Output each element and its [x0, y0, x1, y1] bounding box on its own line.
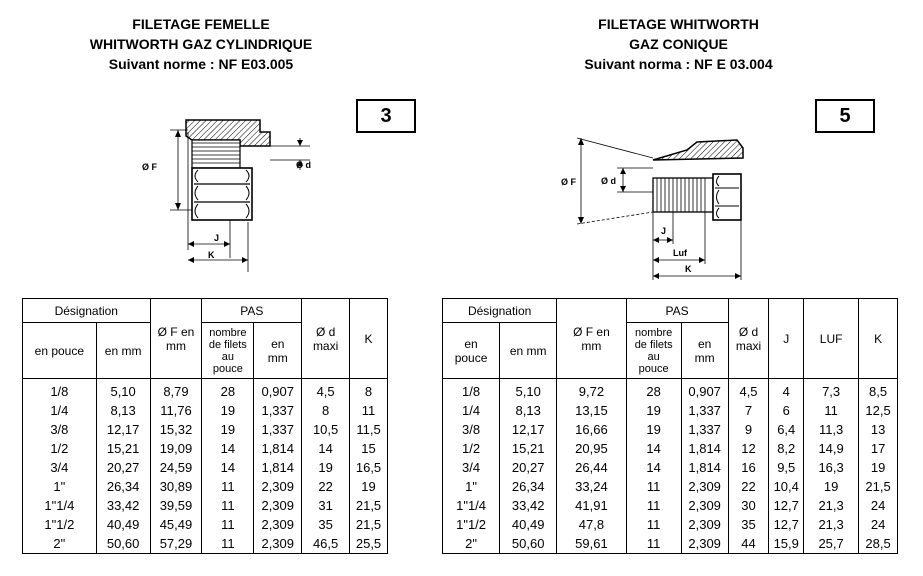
table-cell: 2,309 [681, 477, 728, 496]
table-cell: 3/8 [23, 420, 97, 439]
table-cell: 1/4 [23, 401, 97, 420]
table-cell: 40,49 [500, 515, 557, 534]
table-cell: 15,21 [96, 439, 150, 458]
table-cell: 11 [202, 477, 254, 496]
header-phi-d-maxi [728, 299, 769, 379]
table-cell: 1,814 [681, 458, 728, 477]
right-title [448, 14, 909, 74]
table-cell: 1,337 [254, 401, 302, 420]
header-nombre-line-2: de filets [634, 338, 673, 351]
table-cell: 14 [626, 458, 681, 477]
table-cell: 19 [804, 477, 859, 496]
table-cell: 7,3 [804, 379, 859, 402]
table-cell: 1"1/4 [23, 496, 97, 515]
table-cell: 2,309 [681, 515, 728, 534]
header-phi-d-line-2: maxi [312, 338, 339, 353]
table-row [23, 534, 388, 554]
table-cell: 25,7 [804, 534, 859, 554]
table-cell: 26,34 [500, 477, 557, 496]
header-phi-d-line-2: maxi [735, 338, 762, 353]
table-cell: 50,60 [96, 534, 150, 554]
table-cell: 47,8 [557, 515, 626, 534]
table-cell: 11,76 [150, 401, 202, 420]
table-cell: 8 [302, 401, 350, 420]
right-fitting-drawing [557, 128, 772, 283]
table-cell: 21,5 [350, 496, 388, 515]
table-cell: 2" [443, 534, 500, 554]
table-cell: 12,17 [96, 420, 150, 439]
table-cell: 44 [728, 534, 769, 554]
right-spec-table [442, 298, 898, 554]
table-row [23, 458, 388, 477]
table-cell: 4 [769, 379, 804, 402]
table-row [443, 477, 898, 496]
table-cell: 16,5 [350, 458, 388, 477]
table-cell: 24,59 [150, 458, 202, 477]
right-label-luf: Luf [673, 248, 687, 258]
table-row [23, 439, 388, 458]
table-row [23, 401, 388, 420]
header-pas-en-mm [254, 323, 302, 379]
table-cell: 21,3 [804, 496, 859, 515]
table-cell: 8,13 [96, 401, 150, 420]
table-cell: 21,5 [859, 477, 898, 496]
table-cell: 11,5 [350, 420, 388, 439]
left-label-phi-f: Ø F [142, 162, 157, 172]
header-phi-f-mm [557, 299, 626, 379]
header-pas-mm-line-2: mm [267, 350, 288, 365]
left-title-line-1: FILETAGE FEMELLE [132, 16, 270, 32]
table-cell: 31 [302, 496, 350, 515]
header-pas-mm-line-1: en [271, 336, 285, 351]
header-k: K [350, 299, 388, 379]
table-cell: 15,21 [500, 439, 557, 458]
left-label-j: J [214, 233, 220, 243]
table-cell: 14,9 [804, 439, 859, 458]
table-cell: 30 [728, 496, 769, 515]
table-row [443, 420, 898, 439]
header-pas: PAS [202, 299, 302, 323]
table-cell: 1,814 [254, 439, 302, 458]
table-cell: 20,27 [500, 458, 557, 477]
header-designation: Désignation [443, 299, 557, 323]
table-cell: 28 [202, 379, 254, 402]
right-label-j: J [661, 226, 667, 236]
table-cell: 15,9 [769, 534, 804, 554]
table-cell: 8,5 [859, 379, 898, 402]
table-cell: 15,32 [150, 420, 202, 439]
header-en-pouce: en pouce [23, 323, 97, 379]
table-cell: 46,5 [302, 534, 350, 554]
table-cell: 13,15 [557, 401, 626, 420]
table-cell: 1,814 [254, 458, 302, 477]
right-title-line-1: FILETAGE WHITWORTH [598, 16, 759, 32]
table-cell: 3/8 [443, 420, 500, 439]
table-cell: 15 [350, 439, 388, 458]
header-nombre-line-4: pouce [212, 362, 243, 375]
right-title-line-2: GAZ CONIQUE [629, 36, 728, 52]
table-cell: 35 [302, 515, 350, 534]
table-cell: 59,61 [557, 534, 626, 554]
table-cell: 12,17 [500, 420, 557, 439]
table-cell: 11 [626, 534, 681, 554]
table-cell: 11 [202, 515, 254, 534]
table-cell: 14 [202, 458, 254, 477]
table-cell: 2,309 [254, 477, 302, 496]
table-cell: 2,309 [681, 496, 728, 515]
left-fitting-drawing [120, 110, 330, 275]
table-cell: 11 [626, 477, 681, 496]
table-cell: 4,5 [728, 379, 769, 402]
table-cell: 1" [23, 477, 97, 496]
header-phi-f-line-1: Ø F en [157, 324, 195, 339]
table-cell: 12,7 [769, 496, 804, 515]
table-cell: 5,10 [96, 379, 150, 402]
table-cell: 11 [202, 496, 254, 515]
table-cell: 16,3 [804, 458, 859, 477]
right-label-phi-f: Ø F [561, 177, 576, 187]
table-cell: 7 [728, 401, 769, 420]
left-table-body [23, 379, 388, 554]
table-cell: 45,49 [150, 515, 202, 534]
header-designation: Désignation [23, 299, 151, 323]
table-cell: 1/2 [443, 439, 500, 458]
table-cell: 3/4 [443, 458, 500, 477]
left-spec-table [22, 298, 388, 554]
table-cell: 19 [202, 401, 254, 420]
table-cell: 1"1/2 [443, 515, 500, 534]
header-nombre-filets [626, 323, 681, 379]
table-cell: 1/2 [23, 439, 97, 458]
table-cell: 33,42 [96, 496, 150, 515]
header-en-pouce-line-1: en [464, 336, 478, 351]
table-cell: 19 [302, 458, 350, 477]
header-pas: PAS [626, 299, 728, 323]
table-cell: 26,34 [96, 477, 150, 496]
table-cell: 11 [626, 515, 681, 534]
header-luf: LUF [804, 299, 859, 379]
table-cell: 24 [859, 496, 898, 515]
table-cell: 1/4 [443, 401, 500, 420]
table-cell: 50,60 [500, 534, 557, 554]
header-k: K [859, 299, 898, 379]
header-phi-d-maxi [302, 299, 350, 379]
table-cell: 22 [302, 477, 350, 496]
table-cell: 10,5 [302, 420, 350, 439]
table-cell: 22 [728, 477, 769, 496]
header-nombre-line-4: pouce [638, 362, 669, 375]
table-cell: 10,4 [769, 477, 804, 496]
right-title-line-3: Suivant norma : NF E 03.004 [584, 56, 773, 72]
table-cell: 19 [859, 458, 898, 477]
table-cell: 11 [804, 401, 859, 420]
table-cell: 19 [350, 477, 388, 496]
header-phi-f-line-1: Ø F en [573, 324, 610, 339]
header-en-pouce [443, 323, 500, 379]
table-row [443, 458, 898, 477]
table-row [23, 515, 388, 534]
table-cell: 13 [859, 420, 898, 439]
left-title-line-2: WHITWORTH GAZ CYLINDRIQUE [89, 36, 313, 52]
table-cell: 21,5 [350, 515, 388, 534]
right-box-number: 5 [815, 99, 875, 133]
table-cell: 17 [859, 439, 898, 458]
table-row [443, 534, 898, 554]
table-cell: 9,5 [769, 458, 804, 477]
header-en-pouce-line-2: pouce [454, 350, 488, 365]
table-cell: 5,10 [500, 379, 557, 402]
left-label-k: K [208, 250, 215, 260]
header-phi-f-line-2: mm [581, 338, 602, 353]
header-pas-mm-line-2: mm [694, 350, 715, 365]
table-row [443, 379, 898, 402]
table-cell: 9 [728, 420, 769, 439]
table-cell: 2,309 [254, 515, 302, 534]
table-cell: 25,5 [350, 534, 388, 554]
left-label-phi-d: Ø d [296, 160, 311, 170]
table-cell: 28,5 [859, 534, 898, 554]
header-nombre-line-3: au [221, 350, 234, 363]
table-cell: 1" [443, 477, 500, 496]
table-cell: 28 [626, 379, 681, 402]
table-cell: 2" [23, 534, 97, 554]
header-nombre-line-1: nombre [209, 326, 247, 339]
table-cell: 57,29 [150, 534, 202, 554]
header-pas-mm-line-1: en [697, 336, 712, 351]
table-cell: 33,24 [557, 477, 626, 496]
table-cell: 41,91 [557, 496, 626, 515]
table-cell: 2,309 [254, 534, 302, 554]
table-cell: 1,337 [681, 420, 728, 439]
table-row [23, 496, 388, 515]
table-cell: 12,5 [859, 401, 898, 420]
header-phi-d-line-1: Ø d [315, 324, 336, 339]
table-cell: 1,814 [681, 439, 728, 458]
table-row [443, 439, 898, 458]
table-cell: 19 [202, 420, 254, 439]
table-row [23, 379, 388, 402]
table-cell: 2,309 [254, 496, 302, 515]
header-nombre-filets [202, 323, 254, 379]
table-cell: 19 [626, 420, 681, 439]
table-cell: 19,09 [150, 439, 202, 458]
header-nombre-line-1: nombre [635, 326, 673, 339]
right-label-phi-d: Ø d [601, 176, 616, 186]
table-cell: 14 [202, 439, 254, 458]
table-cell: 11,3 [804, 420, 859, 439]
table-row [23, 477, 388, 496]
table-cell: 30,89 [150, 477, 202, 496]
table-cell: 0,907 [254, 379, 302, 402]
table-cell: 35 [728, 515, 769, 534]
table-cell: 3/4 [23, 458, 97, 477]
table-cell: 11 [202, 534, 254, 554]
table-cell: 2,309 [681, 534, 728, 554]
table-cell: 16 [728, 458, 769, 477]
table-row [443, 401, 898, 420]
header-nombre-line-3: au [647, 350, 660, 363]
header-phi-f-line-2: mm [165, 338, 186, 353]
table-cell: 14 [626, 439, 681, 458]
header-pas-en-mm [681, 323, 728, 379]
header-phi-d-line-1: Ø d [738, 324, 759, 339]
table-cell: 4,5 [302, 379, 350, 402]
table-row [443, 515, 898, 534]
header-en-mm: en mm [96, 323, 150, 379]
table-cell: 8,2 [769, 439, 804, 458]
table-cell: 1"1/2 [23, 515, 97, 534]
table-cell: 1,337 [254, 420, 302, 439]
table-cell: 19 [626, 401, 681, 420]
table-cell: 12,7 [769, 515, 804, 534]
left-title [0, 14, 432, 74]
table-cell: 1"1/4 [443, 496, 500, 515]
table-cell: 8 [350, 379, 388, 402]
table-cell: 20,27 [96, 458, 150, 477]
table-cell: 21,3 [804, 515, 859, 534]
table-cell: 6 [769, 401, 804, 420]
table-cell: 1/8 [443, 379, 500, 402]
table-cell: 16,66 [557, 420, 626, 439]
table-row [443, 496, 898, 515]
right-label-k: K [685, 264, 692, 274]
table-cell: 1,337 [681, 401, 728, 420]
table-cell: 14 [302, 439, 350, 458]
table-cell: 1/8 [23, 379, 97, 402]
table-cell: 11 [350, 401, 388, 420]
header-nombre-line-2: de filets [208, 338, 247, 351]
table-cell: 40,49 [96, 515, 150, 534]
table-cell: 12 [728, 439, 769, 458]
right-table-body [443, 379, 898, 554]
table-cell: 24 [859, 515, 898, 534]
header-phi-f-mm [150, 299, 202, 379]
table-cell: 33,42 [500, 496, 557, 515]
table-cell: 39,59 [150, 496, 202, 515]
table-cell: 9,72 [557, 379, 626, 402]
left-title-line-3: Suivant norme : NF E03.005 [108, 56, 294, 72]
table-cell: 8,79 [150, 379, 202, 402]
header-en-mm: en mm [500, 323, 557, 379]
table-cell: 0,907 [681, 379, 728, 402]
table-cell: 11 [626, 496, 681, 515]
table-cell: 26,44 [557, 458, 626, 477]
table-cell: 20,95 [557, 439, 626, 458]
table-cell: 8,13 [500, 401, 557, 420]
table-cell: 6,4 [769, 420, 804, 439]
header-j: J [769, 299, 804, 379]
left-box-number: 3 [356, 99, 416, 133]
table-row [23, 420, 388, 439]
